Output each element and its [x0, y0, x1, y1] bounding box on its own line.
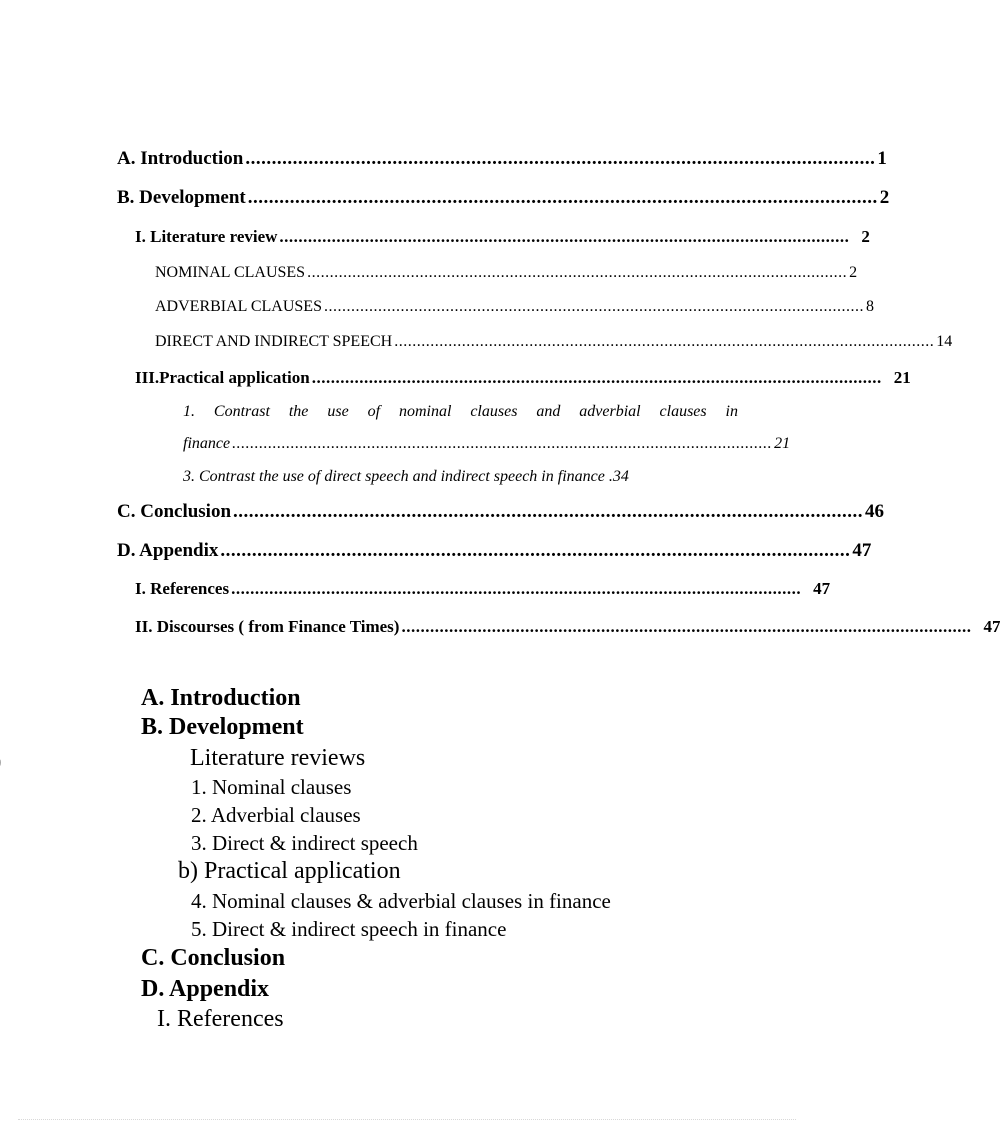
toc-label: ADVERBIAL CLAUSES	[155, 298, 322, 315]
outline-heading-introduction: A. Introduction	[141, 685, 301, 711]
toc-page-number: 1	[877, 148, 887, 169]
toc-entry-appendix[interactable]	[117, 540, 872, 562]
toc-label: I. References	[135, 579, 230, 598]
outline-heading-appendix: D. Appendix	[141, 976, 270, 1002]
toc-page-number: 47	[852, 540, 872, 561]
toc-leader: ........................................................................................................................	[231, 579, 802, 598]
outline-subheading-practical: b) Practical application	[178, 858, 401, 884]
outline-heading-conclusion: C. Conclusion	[141, 945, 286, 971]
toc-label: NOMINAL CLAUSES	[155, 264, 306, 281]
page-bottom-divider	[18, 1119, 796, 1120]
toc-entry-adverbial-clauses[interactable]	[155, 298, 874, 316]
toc-label: 3. Contrast the use of direct speech and indirect speech in finance	[183, 468, 605, 485]
outline-subheading-references: I. References	[157, 1006, 284, 1032]
toc-label: DIRECT AND INDIRECT SPEECH	[155, 333, 393, 350]
toc-label: I. Literature review	[135, 227, 278, 246]
toc-entry-development[interactable]	[117, 187, 890, 209]
toc-entry-contrast-1-line1[interactable]: 1. Contrast the use of nominal clauses and adverbial clauses in	[183, 403, 738, 420]
toc-leader: ........................................................................................................................	[247, 187, 878, 208]
toc-page-number: 47	[813, 579, 831, 598]
toc-page-number: 2	[849, 264, 858, 281]
toc-label: B. Development	[117, 187, 246, 208]
outline-item-finance-clauses: 4. Nominal clauses & adverbial clauses in finance	[191, 889, 611, 913]
toc-leader: ........................................................................................................................	[233, 501, 864, 522]
toc-page-number: 2	[861, 227, 870, 246]
toc-leader: ........................................................................................................................	[232, 435, 773, 452]
toc-page-number: 47	[983, 617, 1000, 636]
toc-label: D. Appendix	[117, 540, 219, 561]
toc-leader: ........................................................................................................................	[220, 540, 851, 561]
toc-leader: ........................................................................................................................	[307, 264, 848, 281]
toc-leader: ........................................................................................................................	[311, 368, 882, 387]
toc-page-number: 46	[865, 501, 885, 522]
toc-page-number: 21	[774, 435, 791, 452]
outline-item-nominal: 1. Nominal clauses	[191, 775, 352, 799]
toc-leader: .	[608, 468, 613, 485]
toc-entry-direct-indirect-speech[interactable]	[155, 333, 953, 351]
toc-leader: ........................................................................................................................	[323, 298, 864, 315]
toc-leader: ........................................................................................................................	[401, 617, 972, 636]
toc-label: II. Discourses ( from Finance Times)	[135, 617, 400, 636]
toc-page-number: 34	[612, 468, 629, 485]
toc-label: finance	[183, 435, 231, 452]
toc-page-number: 21	[893, 368, 911, 387]
toc-leader: ........................................................................................................................	[394, 333, 935, 350]
toc-page-number: 8	[865, 298, 874, 315]
outline-subheading-literature: Literature reviews	[190, 745, 366, 771]
toc-entry-conclusion[interactable]	[117, 501, 885, 523]
outline-item-adverbial: 2. Adverbial clauses	[191, 803, 361, 827]
toc-label: III.Practical application	[135, 368, 310, 387]
toc-entry-nominal-clauses[interactable]	[155, 264, 858, 282]
outline-item-direct-indirect: 3. Direct & indirect speech	[191, 831, 418, 855]
stray-parenthesis	[0, 748, 1, 774]
toc-leader: ........................................................................................................................	[279, 227, 850, 246]
toc-leader: ........................................................................................................................	[245, 148, 876, 169]
toc-entry-contrast-1-line2[interactable]	[183, 435, 791, 453]
toc-entry-introduction[interactable]	[117, 148, 887, 170]
outline-heading-development: B. Development	[141, 714, 304, 740]
toc-entry-references[interactable]	[135, 579, 831, 599]
outline-item-finance-speech: 5. Direct & indirect speech in finance	[191, 917, 507, 941]
toc-page-number: 14	[936, 333, 953, 350]
toc-label: A. Introduction	[117, 148, 244, 169]
toc-entry-contrast-3[interactable]	[183, 468, 719, 486]
toc-entry-practical-application[interactable]	[135, 368, 911, 388]
toc-page-number: 2	[879, 187, 890, 208]
toc-entry-literature-review[interactable]	[135, 227, 870, 247]
toc-label: C. Conclusion	[117, 501, 232, 522]
toc-entry-discourses[interactable]	[135, 617, 1000, 637]
